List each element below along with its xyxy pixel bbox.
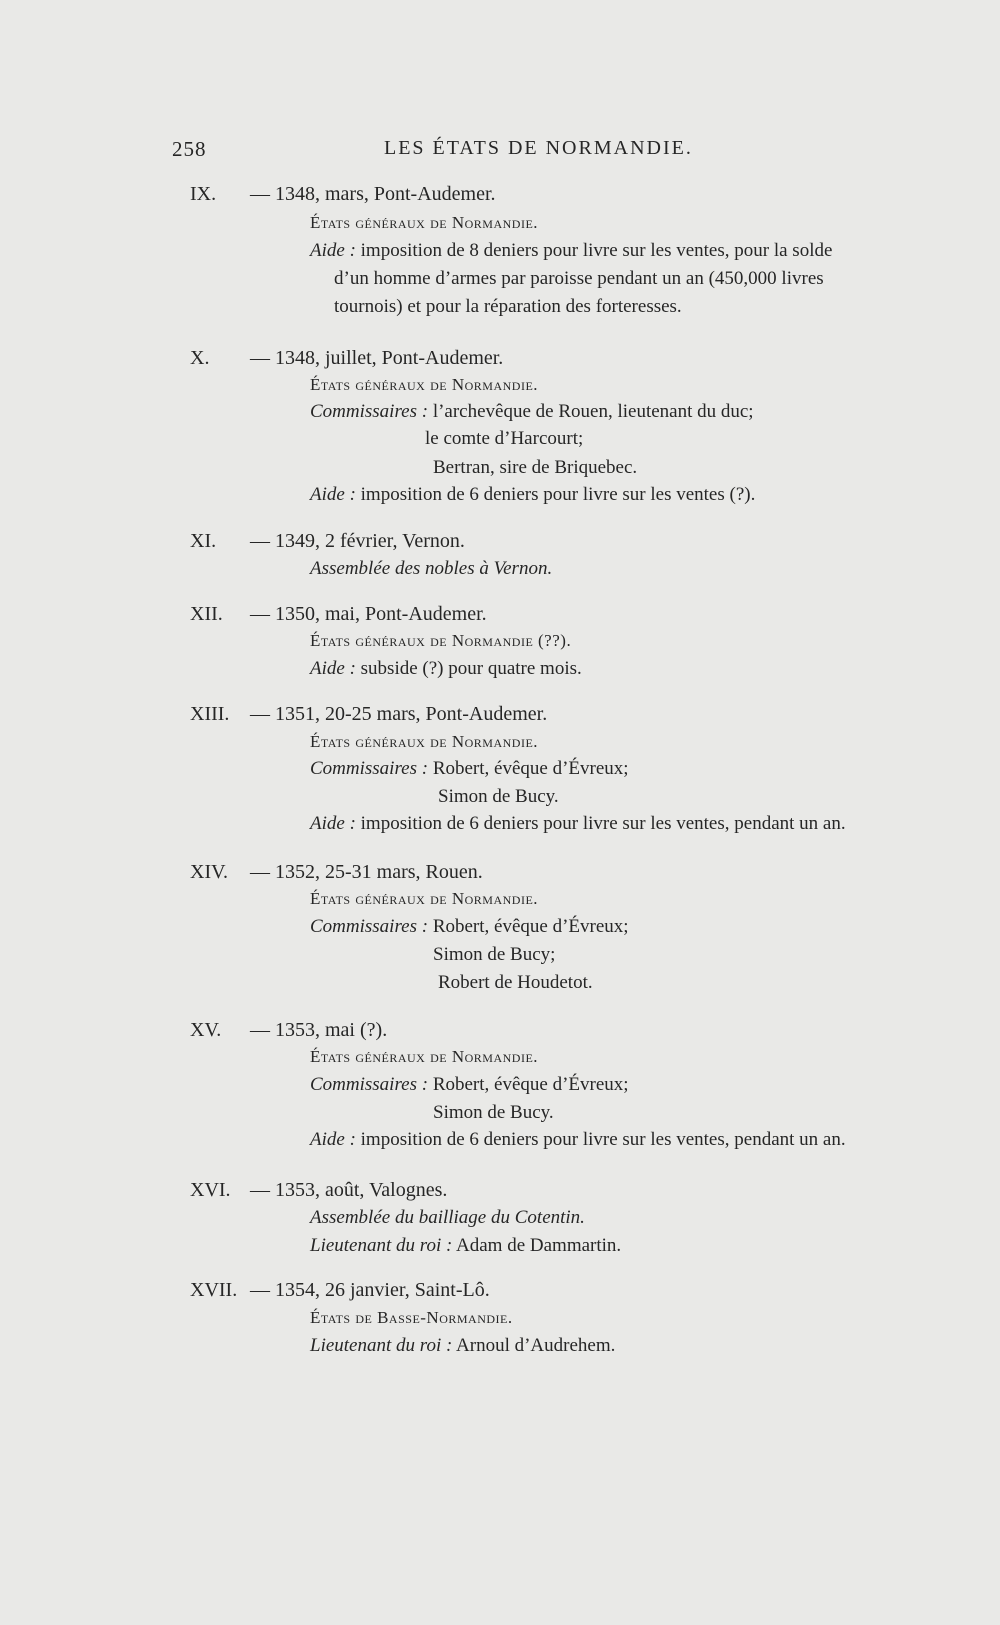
- commissaires-label: Commissaires :: [310, 1074, 429, 1095]
- commissaire-name: Robert, évêque d’Évreux;: [432, 916, 629, 937]
- aide-continuation: tournois) et pour la réparation des forteresses.: [334, 296, 682, 317]
- aide-text: imposition de 6 deniers pour livre sur les ventes (?).: [360, 484, 756, 505]
- running-title: LES ÉTATS DE NORMANDIE.: [384, 137, 693, 159]
- commissaire-name: Simon de Bucy;: [433, 944, 556, 965]
- aide-text: subside (?) pour quatre mois.: [360, 658, 582, 679]
- aide-line: [310, 658, 582, 680]
- commissaire-name: Simon de Bucy.: [433, 1102, 554, 1123]
- commissaire-name: Simon de Bucy.: [438, 786, 559, 807]
- entry-heading: — 1349, 2 février, Vernon.: [250, 530, 465, 552]
- commissaire-name: Robert, évêque d’Évreux;: [432, 758, 629, 779]
- commissaires-line: [310, 401, 754, 423]
- assembly-line: États généraux de Normandie.: [310, 889, 539, 908]
- lieutenant-label: Lieutenant du roi :: [310, 1235, 453, 1256]
- entry-number: IX.: [190, 183, 217, 205]
- lieutenant-name: Adam de Dammartin.: [456, 1235, 622, 1256]
- aide-label: Aide :: [310, 813, 356, 834]
- lieutenant-name: Arnoul d’Audrehem.: [456, 1335, 616, 1356]
- entry-number: XVII.: [190, 1279, 238, 1301]
- aide-line: [310, 484, 755, 506]
- page-header: [172, 137, 902, 173]
- entry-heading: — 1353, août, Valognes.: [250, 1179, 448, 1201]
- lieutenant-line: [310, 1335, 615, 1357]
- commissaire-name: le comte d’Harcourt;: [425, 428, 584, 449]
- commissaires-line: [310, 758, 629, 780]
- assembly-line: États généraux de Normandie.: [310, 375, 539, 394]
- entry-number: XIII.: [190, 703, 230, 725]
- commissaire-name: Bertran, sire de Briquebec.: [433, 457, 638, 478]
- entry-number: XIV.: [190, 861, 228, 883]
- aide-label: Aide :: [310, 484, 356, 505]
- entry-number: XI.: [190, 530, 217, 552]
- lieutenant-line: [310, 1235, 621, 1257]
- commissaires-line: [310, 1074, 629, 1096]
- aide-label: Aide :: [310, 1129, 356, 1150]
- assembly-line: Assemblée des nobles à Vernon.: [310, 558, 553, 579]
- commissaires-line: [310, 916, 629, 938]
- commissaires-label: Commissaires :: [310, 401, 429, 422]
- commissaires-label: Commissaires :: [310, 758, 429, 779]
- entry-number: X.: [190, 347, 210, 369]
- assembly-line: États généraux de Normandie.: [310, 213, 539, 232]
- assembly-line: États généraux de Normandie (??).: [310, 631, 572, 650]
- aide-line: [310, 240, 832, 262]
- commissaire-name: Robert de Houdetot.: [438, 972, 593, 993]
- assembly-line: États généraux de Normandie.: [310, 1047, 539, 1066]
- aide-label: Aide :: [310, 658, 356, 679]
- entry-heading: — 1351, 20-25 mars, Pont-Audemer.: [250, 703, 548, 725]
- entry-heading: — 1348, juillet, Pont-Audemer.: [250, 347, 504, 369]
- aide-line: [310, 1129, 846, 1151]
- commissaire-name: l’archevêque de Rouen, lieutenant du duc;: [432, 401, 754, 422]
- assembly-line: Assemblée du bailliage du Cotentin.: [310, 1207, 585, 1228]
- entry-number: XV.: [190, 1019, 222, 1041]
- assembly-line: États de Basse-Normandie.: [310, 1308, 513, 1327]
- aide-line: [310, 813, 846, 835]
- aide-text: imposition de 8 deniers pour livre sur les ventes, pour la solde: [360, 240, 833, 261]
- lieutenant-label: Lieutenant du roi :: [310, 1335, 453, 1356]
- entry-heading: — 1350, mai, Pont-Audemer.: [250, 603, 487, 625]
- aide-text: imposition de 6 deniers pour livre sur les ventes, pendant un an.: [360, 1129, 846, 1150]
- entry-heading: — 1348, mars, Pont-Audemer.: [250, 183, 496, 205]
- entry-heading: — 1352, 25-31 mars, Rouen.: [250, 861, 483, 883]
- commissaires-label: Commissaires :: [310, 916, 429, 937]
- assembly-line: États généraux de Normandie.: [310, 732, 539, 751]
- aide-continuation: d’un homme d’armes par paroisse pendant un an (450,000 livres: [334, 268, 824, 289]
- entry-number: XVI.: [190, 1179, 231, 1201]
- aide-label: Aide :: [310, 240, 356, 261]
- aide-text: imposition de 6 deniers pour livre sur les ventes, pendant un an.: [360, 813, 846, 834]
- page-number: 258: [172, 137, 207, 161]
- commissaire-name: Robert, évêque d’Évreux;: [432, 1074, 629, 1095]
- entry-number: XII.: [190, 603, 223, 625]
- entry-heading: — 1354, 26 janvier, Saint-Lô.: [250, 1279, 490, 1301]
- entry-heading: — 1353, mai (?).: [250, 1019, 388, 1041]
